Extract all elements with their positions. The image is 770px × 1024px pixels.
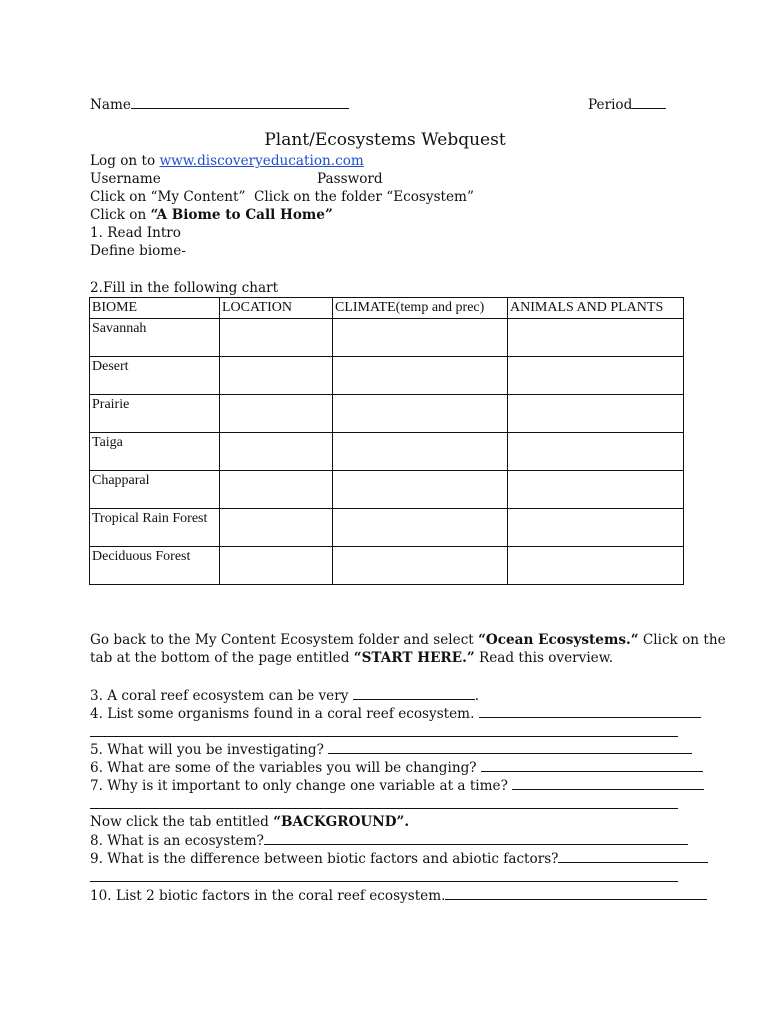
table-row — [90, 433, 684, 471]
biome-cell: Chapparal — [90, 471, 220, 509]
answer-blank[interactable] — [481, 758, 703, 772]
question-3 — [90, 686, 479, 705]
location-cell[interactable] — [220, 547, 333, 585]
ocean-line1-suffix: Click on the — [638, 632, 726, 648]
answer-blank[interactable] — [264, 831, 688, 845]
question-9-text: 9. What is the difference between biotic factors and abiotic factors? — [90, 851, 559, 867]
animals-plants-cell[interactable] — [508, 509, 684, 547]
answer-blank[interactable] — [479, 704, 701, 718]
question-9 — [90, 849, 708, 868]
name-label: Name — [90, 97, 131, 113]
background-prefix: Now click the tab entitled — [90, 814, 274, 830]
location-cell[interactable] — [220, 509, 333, 547]
question-5 — [90, 740, 692, 759]
name-field[interactable] — [90, 95, 349, 114]
answer-line[interactable] — [90, 736, 678, 737]
animals-plants-cell[interactable] — [508, 319, 684, 357]
animals-plants-cell[interactable] — [508, 395, 684, 433]
answer-blank[interactable] — [512, 776, 704, 790]
table-row — [90, 357, 684, 395]
animals-plants-cell[interactable] — [508, 547, 684, 585]
read-intro: 1. Read Intro — [90, 225, 181, 241]
answer-blank[interactable] — [328, 740, 692, 754]
question-3-text: 3. A coral reef ecosystem can be very — [90, 688, 353, 704]
biome-cell: Savannah — [90, 319, 220, 357]
biome-cell: Taiga — [90, 433, 220, 471]
ocean-line1-prefix: Go back to the My Content Ecosystem folder and select — [90, 632, 479, 648]
click-my-content: Click on “My Content” — [90, 189, 246, 205]
answer-blank[interactable] — [353, 686, 475, 700]
question-7 — [90, 776, 704, 795]
biome-cell: Prairie — [90, 395, 220, 433]
start-here-bold: “START HERE.” — [353, 650, 475, 666]
discoveryeducation-link[interactable]: www.discoveryeducation.com — [159, 153, 364, 169]
period-field[interactable] — [588, 95, 666, 114]
table-row — [90, 509, 684, 547]
climate-cell[interactable] — [333, 509, 508, 547]
username-label: Username — [90, 171, 161, 187]
location-cell[interactable] — [220, 433, 333, 471]
biome-cell: Tropical Rain Forest — [90, 509, 220, 547]
location-cell[interactable] — [220, 395, 333, 433]
header-location: LOCATION — [220, 298, 333, 319]
header-biome: BIOME — [90, 298, 220, 319]
animals-plants-cell[interactable] — [508, 433, 684, 471]
period-label: Period — [588, 97, 633, 113]
table-row — [90, 471, 684, 509]
name-blank[interactable] — [131, 95, 349, 109]
question-10 — [90, 886, 707, 905]
ocean-line2-prefix: tab at the bottom of the page entitled — [90, 650, 354, 666]
period-blank[interactable] — [632, 95, 666, 109]
answer-blank[interactable] — [558, 849, 708, 863]
table-row — [90, 547, 684, 585]
logon-text: Log on to — [90, 153, 160, 169]
question-4 — [90, 704, 701, 723]
question-8 — [90, 831, 688, 850]
answer-line[interactable] — [90, 808, 678, 809]
biome-chart — [89, 297, 684, 585]
question-6 — [90, 758, 703, 777]
question-6-text: 6. What are some of the variables you will be changing? — [90, 760, 481, 776]
header-animals-plants: ANIMALS AND PLANTS — [508, 298, 684, 319]
biome-to-call-home: “A Biome to Call Home” — [150, 207, 333, 223]
background-instruction — [90, 813, 409, 831]
chart-header-row — [90, 298, 684, 319]
location-cell[interactable] — [220, 319, 333, 357]
question-5-text: 5. What will you be investigating? — [90, 742, 329, 758]
question-7-text: 7. Why is it important to only change one variable at a time? — [90, 778, 513, 794]
table-row — [90, 319, 684, 357]
ocean-instruction-line2 — [90, 649, 613, 667]
logon-line — [90, 152, 364, 170]
climate-cell[interactable] — [333, 395, 508, 433]
question-10-text: 10. List 2 biotic factors in the coral reef ecosystem. — [90, 888, 446, 904]
click-biome-line — [90, 206, 333, 224]
climate-cell[interactable] — [333, 471, 508, 509]
question-8-text: 8. What is an ecosystem? — [90, 833, 264, 849]
question-3-period: . — [474, 688, 480, 704]
animals-plants-cell[interactable] — [508, 471, 684, 509]
answer-line[interactable] — [90, 881, 678, 882]
password-label: Password — [317, 171, 383, 187]
background-bold: “BACKGROUND”. — [273, 814, 410, 830]
animals-plants-cell[interactable] — [508, 357, 684, 395]
ocean-line2-suffix: Read this overview. — [474, 650, 614, 666]
ocean-ecosystems-bold: “Ocean Ecosystems.“ — [478, 632, 639, 648]
climate-cell[interactable] — [333, 319, 508, 357]
answer-blank[interactable] — [445, 886, 707, 900]
ocean-instruction-line1 — [90, 631, 726, 649]
fill-chart-instruction: 2.Fill in the following chart — [90, 280, 279, 296]
table-row — [90, 395, 684, 433]
header-climate: CLIMATE(temp and prec) — [333, 298, 508, 319]
page-title: Plant/Ecosystems Webquest — [264, 130, 506, 150]
biome-cell: Deciduous Forest — [90, 547, 220, 585]
click-biome-prefix: Click on — [90, 207, 151, 223]
location-cell[interactable] — [220, 357, 333, 395]
climate-cell[interactable] — [333, 357, 508, 395]
location-cell[interactable] — [220, 471, 333, 509]
biome-cell: Desert — [90, 357, 220, 395]
question-4-text: 4. List some organisms found in a coral reef ecosystem. — [90, 706, 479, 722]
click-ecosystem-folder: Click on the folder “Ecosystem” — [254, 189, 474, 205]
define-biome: Define biome- — [90, 243, 186, 259]
climate-cell[interactable] — [333, 433, 508, 471]
climate-cell[interactable] — [333, 547, 508, 585]
